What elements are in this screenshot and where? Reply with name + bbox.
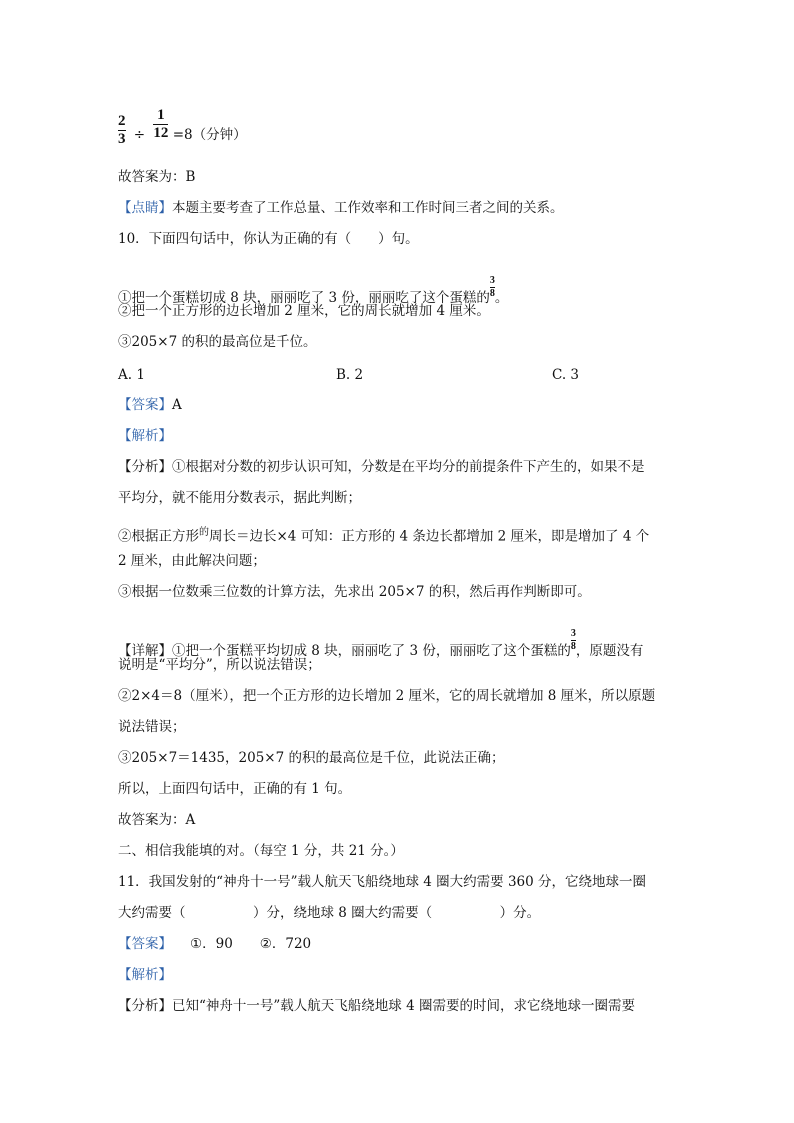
fraction: $\frac{1}{12}$	[153, 107, 169, 141]
formula-line	[118, 108, 247, 147]
fraction: $\frac{3}{8}$	[570, 628, 576, 652]
option-c: C. 3	[552, 367, 580, 383]
detail-line: 所以，上面四句话中，正确的有 1 句。	[118, 781, 352, 797]
comment-line: 【点睛】本题主要考查了工作总量、工作效率和工作时间三者之间的关系。	[118, 200, 564, 216]
answer-line: 【答案】 ①．90 ②．720	[118, 936, 312, 952]
detail-line: ②2×4＝8（厘米），把一个正方形的边长增加 2 厘米，它的周长就增加 8 厘米，所以原题	[118, 688, 656, 704]
detail-line: 【详解】①把一个蛋糕平均切成 8 块，丽丽吃了 3 份，丽丽吃了这个蛋糕的 $\frac{3}{8}$ ，原题没有	[118, 628, 644, 659]
detail-line: ③205×7＝1435，205×7 的积的最高位是千位，此说法正确；	[118, 750, 505, 766]
answer-line: 【答案】A	[118, 397, 182, 413]
statement-2: ②把一个正方形的边长增加 2 厘米，它的周长就增加 4 厘米。	[118, 303, 490, 319]
fraction: $\frac{3}{8}$	[489, 275, 495, 299]
answer-line: 故答案为：B	[118, 169, 196, 185]
question-line: 11．我国发射的“神舟十一号”载人航天飞船绕地球 4 圈大约需要 360 分，它绕地球一圈	[118, 874, 647, 890]
formula-result: =8（分钟）	[172, 127, 247, 143]
analysis-line: 【分析】已知“神舟十一号”载人航天飞船绕地球 4 圈需要的时间，求它绕地球一圈需要	[118, 998, 635, 1014]
analysis-line: ③根据一位数乘三位数的计算方法，先求出 205×7 的积，然后再作判断即可。	[118, 584, 591, 600]
analysis-line: 平均分，就不能用分数表示，据此判断；	[118, 490, 361, 506]
fraction: $\frac{2}{3}$	[118, 113, 126, 147]
divide-sign: ÷	[133, 127, 146, 143]
question-line: 大约需要（ ）分，绕地球 8 圈大约需要（ ）分。	[118, 905, 541, 921]
answer-line: 故答案为：A	[118, 812, 196, 828]
section-heading: 二、相信我能填的对。（每空 1 分，共 21 分。）	[118, 843, 404, 859]
analysis-line: 【分析】①根据对分数的初步认识可知，分数是在平均分的前提条件下产生的，如果不是	[118, 459, 645, 475]
detail-line: 说明是“平均分”，所以说法错误；	[118, 657, 321, 673]
analysis-line: 2 厘米，由此解决问题；	[118, 553, 266, 569]
statement-3: ③205×7 的积的最高位是千位。	[118, 334, 317, 350]
statement-1: ①把一个蛋糕切成 8 块，丽丽吃了 3 份，丽丽吃了这个蛋糕的 $\frac{3}{8}$ 。	[118, 275, 509, 306]
question-title: 10．下面四句话中，你认为正确的有（ ）句。	[118, 231, 419, 247]
option-a: A. 1	[118, 367, 145, 383]
analysis-line: ②根据正方形$^的$周长＝边长×4 可知：正方形的 4 条边长都增加 2 厘米，即是增加了 4 个	[118, 527, 650, 545]
detail-line: 说法错误；	[118, 719, 186, 735]
option-b: B. 2	[336, 367, 364, 383]
analysis-tag: 【解析】	[118, 428, 172, 444]
analysis-tag: 【解析】	[118, 967, 172, 983]
tag: 【点睛】	[118, 200, 172, 216]
